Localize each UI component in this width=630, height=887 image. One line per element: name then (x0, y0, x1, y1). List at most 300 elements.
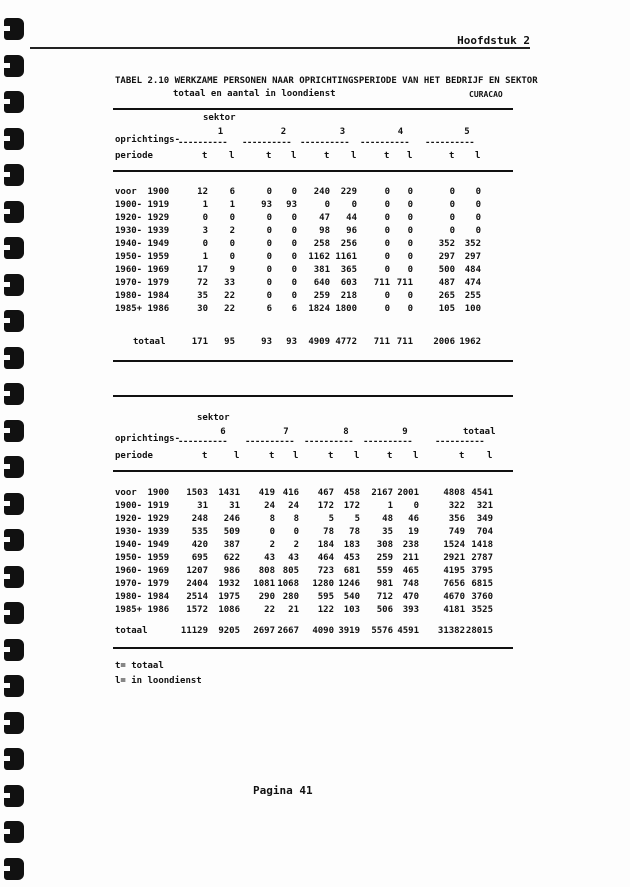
table-cell: 712 (376, 592, 393, 602)
binding-ring (4, 383, 24, 405)
group-underline: ---------- (304, 437, 354, 447)
table-rule-header (113, 470, 513, 472)
row-header-label: oprichtings- (115, 434, 181, 444)
table-cell: 172 (317, 501, 334, 511)
table-cell: 24 (264, 501, 275, 511)
total-cell: 171 (191, 337, 208, 347)
table-cell: 1503 (186, 488, 208, 498)
row-label: 1950- 1959 (115, 553, 170, 563)
binding-ring (4, 821, 24, 843)
table-cell: 393 (402, 605, 419, 615)
table-cell: 44 (346, 213, 357, 223)
table-cell: 2921 (443, 553, 465, 563)
table-cell: 1824 (308, 304, 330, 314)
table-cell: 0 (384, 187, 390, 197)
table-cell: 103 (343, 605, 360, 615)
binding-ring (4, 858, 24, 880)
table-cell: 6815 (471, 579, 493, 589)
column-header-t: t (269, 451, 275, 461)
binding-ring (4, 712, 24, 734)
table-subtitle: totaal en aantal in loondienst (173, 89, 336, 99)
table-cell: 9 (229, 265, 235, 275)
table-cell: 184 (317, 540, 334, 550)
table-cell: 0 (266, 291, 272, 301)
table-cell: 981 (376, 579, 393, 589)
table-cell: 1161 (335, 252, 357, 262)
table-cell: 535 (191, 527, 208, 537)
total-cell: 4772 (335, 337, 357, 347)
row-label: 1930- 1939 (115, 226, 170, 236)
table-cell: 0 (407, 213, 413, 223)
table-cell: 2 (293, 540, 299, 550)
table-cell: 322 (448, 501, 465, 511)
table-row (0, 187, 630, 199)
table-cell: 256 (340, 239, 357, 249)
table-row (0, 291, 630, 303)
binding-ring (4, 748, 24, 770)
row-label: 1900- 1919 (115, 200, 170, 210)
row-label: 1940- 1949 (115, 540, 170, 550)
table-cell: 695 (191, 553, 208, 563)
table-cell: 509 (223, 527, 240, 537)
table-cell: 0 (407, 187, 413, 197)
table-cell: 1975 (218, 592, 240, 602)
table-cell: 12 (197, 187, 208, 197)
table-cell: 622 (223, 553, 240, 563)
table-cell: 0 (449, 213, 455, 223)
table-cell: 0 (475, 200, 481, 210)
group-underline: ---------- (360, 138, 410, 148)
binding-ring (4, 55, 24, 77)
table-cell: 416 (282, 488, 299, 498)
table-cell: 2001 (397, 488, 419, 498)
sektor-number: 4 (397, 127, 404, 137)
table-cell: 4181 (443, 605, 465, 615)
table-row (0, 488, 630, 500)
table-cell: 1207 (186, 566, 208, 576)
column-header-l: l (413, 451, 419, 461)
table-cell: 748 (402, 579, 419, 589)
table-cell: 0 (229, 239, 235, 249)
column-header-l: l (293, 451, 299, 461)
total-cell: 2697 (253, 626, 275, 636)
table-cell: 0 (266, 226, 272, 236)
table-cell: 46 (408, 514, 419, 524)
table-cell: 0 (266, 278, 272, 288)
row-label: 1940- 1949 (115, 239, 170, 249)
table-cell: 681 (343, 566, 360, 576)
binding-ring (4, 456, 24, 478)
table-cell: 21 (288, 605, 299, 615)
sektor-number: 9 (402, 427, 408, 437)
group-underline: ---------- (245, 437, 295, 447)
table-rule-bottom (113, 647, 513, 649)
binding-ring (4, 347, 24, 369)
table-cell: 1800 (335, 304, 357, 314)
row-label: 1900- 1919 (115, 501, 170, 511)
table-cell: 0 (384, 226, 390, 236)
table-row (0, 592, 630, 604)
row-label: 1960- 1969 (115, 566, 170, 576)
sektor-number: 5 (464, 127, 470, 137)
row-label: voor 1900 (115, 488, 170, 498)
row-label: 1970- 1979 (115, 278, 170, 288)
table-row (0, 213, 630, 225)
table-cell: 559 (376, 566, 393, 576)
table-row (0, 265, 630, 277)
table-cell: 3795 (471, 566, 493, 576)
column-header-t: t (202, 151, 208, 161)
table-cell: 308 (376, 540, 393, 550)
total-label: totaal (115, 626, 148, 636)
sektor-label: sektor (197, 413, 230, 423)
table-cell: 500 (438, 265, 455, 275)
table-cell: 365 (340, 265, 357, 275)
table-cell: 0 (229, 252, 235, 262)
total-cell: 9205 (218, 626, 240, 636)
table-cell: 474 (464, 278, 481, 288)
table-cell: 420 (191, 540, 208, 550)
table-cell: 465 (402, 566, 419, 576)
table-cell: 0 (291, 226, 297, 236)
table-cell: 2404 (186, 579, 208, 589)
table-cell: 603 (340, 278, 357, 288)
sektor-label: sektor (203, 113, 236, 123)
column-header-t: t (324, 151, 330, 161)
table-cell: 0 (384, 200, 390, 210)
table-cell: 35 (197, 291, 208, 301)
table-row (0, 579, 630, 591)
table-cell: 540 (343, 592, 360, 602)
table-cell: 24 (288, 501, 299, 511)
sektor-number: 7 (283, 427, 289, 437)
table-cell: 0 (475, 226, 481, 236)
table-cell: 0 (407, 200, 413, 210)
table-cell: 0 (266, 239, 272, 249)
total-cell: 95 (224, 337, 235, 347)
group-underline: ---------- (425, 138, 475, 148)
table-cell: 0 (291, 265, 297, 275)
column-header-t: t (459, 451, 465, 461)
table-cell: 0 (384, 291, 390, 301)
binding-ring (4, 420, 24, 442)
table-cell: 352 (464, 239, 481, 249)
binding-ring (4, 18, 24, 40)
table-cell: 0 (266, 252, 272, 262)
table-cell: 0 (384, 304, 390, 314)
table-cell: 0 (266, 213, 272, 223)
binding-ring (4, 128, 24, 150)
table-row (0, 553, 630, 565)
table-cell: 506 (376, 605, 393, 615)
table-cell: 0 (407, 265, 413, 275)
chapter-heading: Hoofdstuk 2 (457, 34, 530, 47)
table-cell: 0 (291, 239, 297, 249)
footnote-l: l= in loondienst (115, 676, 202, 686)
table-row (0, 540, 630, 552)
table-cell: 3760 (471, 592, 493, 602)
region-label: CURACAO (469, 90, 503, 99)
binding-ring (4, 675, 24, 697)
table-cell: 6 (229, 187, 235, 197)
table-cell: 0 (413, 501, 419, 511)
table-cell: 0 (384, 213, 390, 223)
table-cell: 255 (464, 291, 481, 301)
table-cell: 0 (384, 239, 390, 249)
total-cell: 4909 (308, 337, 330, 347)
sektor-number: 8 (343, 427, 349, 437)
table-cell: 467 (317, 488, 334, 498)
table-cell: 986 (223, 566, 240, 576)
table-cell: 1086 (218, 605, 240, 615)
table-cell: 749 (448, 527, 465, 537)
total-row (0, 337, 630, 349)
column-header-l: l (354, 451, 360, 461)
table-cell: 711 (396, 278, 413, 288)
table-cell: 43 (264, 553, 275, 563)
table-cell: 704 (476, 527, 493, 537)
table-cell: 248 (191, 514, 208, 524)
group-underline: ---------- (242, 138, 292, 148)
row-label: 1985+ 1986 (115, 304, 170, 314)
total-cell: 11129 (180, 626, 208, 636)
row-header-label: periode (115, 151, 153, 161)
table-cell: 1932 (218, 579, 240, 589)
table-cell: 0 (202, 239, 208, 249)
header-rule (30, 47, 530, 49)
table-cell: 72 (197, 278, 208, 288)
table-cell: 259 (376, 553, 393, 563)
table-cell: 290 (258, 592, 275, 602)
table-cell: 100 (464, 304, 481, 314)
table-cell: 47 (319, 213, 330, 223)
column-header-t: t (384, 151, 390, 161)
table-cell: 1431 (218, 488, 240, 498)
table-cell: 22 (224, 304, 235, 314)
total-cell: 2006 (433, 337, 455, 347)
table-cell: 4670 (443, 592, 465, 602)
row-label: voor 1900 (115, 187, 170, 197)
table-cell: 0 (407, 226, 413, 236)
table-cell: 33 (224, 278, 235, 288)
table-cell: 0 (324, 200, 330, 210)
table-cell: 1524 (443, 540, 465, 550)
table-row (0, 226, 630, 238)
table-cell: 93 (286, 200, 297, 210)
row-label: 1950- 1959 (115, 252, 170, 262)
table-cell: 31 (197, 501, 208, 511)
table-cell: 78 (323, 527, 334, 537)
table-cell: 218 (340, 291, 357, 301)
table-cell: 1 (229, 200, 235, 210)
table-cell: 6 (291, 304, 297, 314)
total-cell: 4090 (312, 626, 334, 636)
table-cell: 419 (258, 488, 275, 498)
table-cell: 2787 (471, 553, 493, 563)
total-cell: 711 (396, 337, 413, 347)
row-label: 1985+ 1986 (115, 605, 170, 615)
table-cell: 172 (343, 501, 360, 511)
table-cell: 4541 (471, 488, 493, 498)
total-cell: 31382 (437, 626, 465, 636)
table-row (0, 501, 630, 513)
table-cell: 723 (317, 566, 334, 576)
row-header-label: periode (115, 451, 153, 461)
table-cell: 0 (291, 278, 297, 288)
group-underline: ---------- (363, 437, 413, 447)
total-cell: 3919 (338, 626, 360, 636)
table-cell: 356 (448, 514, 465, 524)
table-cell: 229 (340, 187, 357, 197)
row-label: 1930- 1939 (115, 527, 170, 537)
table-cell: 0 (475, 213, 481, 223)
table-cell: 0 (293, 527, 299, 537)
table-cell: 487 (438, 278, 455, 288)
total-cell: 711 (373, 337, 390, 347)
table-cell: 0 (384, 265, 390, 275)
table-cell: 0 (407, 252, 413, 262)
table-cell: 259 (313, 291, 330, 301)
table-cell: 35 (382, 527, 393, 537)
total-cell: 1962 (459, 337, 481, 347)
table-cell: 5 (328, 514, 334, 524)
table-cell: 0 (291, 291, 297, 301)
table-cell: 4195 (443, 566, 465, 576)
table-cell: 458 (343, 488, 360, 498)
table-cell: 1068 (277, 579, 299, 589)
table-cell: 1418 (471, 540, 493, 550)
table-cell: 19 (408, 527, 419, 537)
row-label: 1970- 1979 (115, 579, 170, 589)
table-cell: 96 (346, 226, 357, 236)
column-header-l: l (234, 451, 240, 461)
table-cell: 5 (354, 514, 360, 524)
table-cell: 246 (223, 514, 240, 524)
table-cell: 43 (288, 553, 299, 563)
sektor-number: 3 (339, 127, 346, 137)
table-cell: 321 (476, 501, 493, 511)
table-cell: 240 (313, 187, 330, 197)
sektor-number: 6 (220, 427, 226, 437)
table-cell: 238 (402, 540, 419, 550)
table-cell: 808 (258, 566, 275, 576)
column-header-t: t (387, 451, 393, 461)
table-cell: 0 (384, 252, 390, 262)
table-cell: 4808 (443, 488, 465, 498)
table-cell: 0 (266, 265, 272, 275)
total-label: totaal (133, 337, 166, 347)
table-cell: 484 (464, 265, 481, 275)
table-cell: 640 (313, 278, 330, 288)
table-row (0, 252, 630, 264)
table-cell: 265 (438, 291, 455, 301)
total-cell: 93 (286, 337, 297, 347)
table-cell: 0 (407, 239, 413, 249)
binding-ring (4, 164, 24, 186)
table-cell: 0 (291, 213, 297, 223)
table-cell: 1081 (253, 579, 275, 589)
table-cell: 464 (317, 553, 334, 563)
total-row (0, 626, 630, 638)
table-cell: 3 (202, 226, 208, 236)
column-header-l: l (475, 151, 481, 161)
table-cell: 711 (373, 278, 390, 288)
total-cell: 93 (261, 337, 272, 347)
table-cell: 2167 (371, 488, 393, 498)
table-row (0, 200, 630, 212)
table-cell: 31 (229, 501, 240, 511)
table-cell: 297 (464, 252, 481, 262)
row-label: 1920- 1929 (115, 213, 170, 223)
row-label: 1980- 1984 (115, 291, 170, 301)
row-label: 1980- 1984 (115, 592, 170, 602)
row-header-label: oprichtings- (115, 135, 181, 145)
table-cell: 1 (202, 252, 208, 262)
table-cell: 280 (282, 592, 299, 602)
table-cell: 3525 (471, 605, 493, 615)
table-rule-top (113, 395, 513, 397)
table-cell: 381 (313, 265, 330, 275)
table-row (0, 527, 630, 539)
column-header-l: l (407, 151, 413, 161)
binding-ring (4, 639, 24, 661)
table-rule-top (113, 108, 513, 110)
table-cell: 8 (293, 514, 299, 524)
column-header-t: t (449, 151, 455, 161)
column-header-l: l (487, 451, 493, 461)
table-cell: 2514 (186, 592, 208, 602)
column-header-l: l (229, 151, 235, 161)
column-header-l: l (291, 151, 297, 161)
table-row (0, 304, 630, 316)
total-cell: 28015 (465, 626, 493, 636)
page-number: Pagina 41 (253, 784, 313, 797)
table-cell: 30 (197, 304, 208, 314)
row-label: 1960- 1969 (115, 265, 170, 275)
table-cell: 48 (382, 514, 393, 524)
table-cell: 1572 (186, 605, 208, 615)
group-underline: ---------- (300, 138, 350, 148)
table-row (0, 605, 630, 617)
table-cell: 258 (313, 239, 330, 249)
table-cell: 297 (438, 252, 455, 262)
table-cell: 0 (475, 187, 481, 197)
table-cell: 7656 (443, 579, 465, 589)
table-cell: 6 (266, 304, 272, 314)
total-cell: 5576 (371, 626, 393, 636)
table-title: TABEL 2.10 WERKZAME PERSONEN NAAR OPRICHTINGSPERIODE VAN HET BEDRIJF EN SEKTOR (115, 76, 538, 86)
table-cell: 93 (261, 200, 272, 210)
group-underline: ---------- (178, 138, 228, 148)
table-cell: 1162 (308, 252, 330, 262)
table-cell: 0 (291, 187, 297, 197)
table-cell: 122 (317, 605, 334, 615)
table-row (0, 566, 630, 578)
group-underline: ---------- (435, 437, 485, 447)
table-cell: 8 (269, 514, 275, 524)
table-cell: 453 (343, 553, 360, 563)
table-rule-header (113, 170, 513, 172)
table-cell: 1 (202, 200, 208, 210)
table-cell: 0 (202, 213, 208, 223)
table-cell: 470 (402, 592, 419, 602)
column-header-t: t (202, 451, 208, 461)
table-cell: 387 (223, 540, 240, 550)
table-rule-bottom (113, 360, 513, 362)
table-cell: 0 (407, 291, 413, 301)
total-cell: 2667 (277, 626, 299, 636)
footnote-t: t= totaal (115, 661, 164, 671)
